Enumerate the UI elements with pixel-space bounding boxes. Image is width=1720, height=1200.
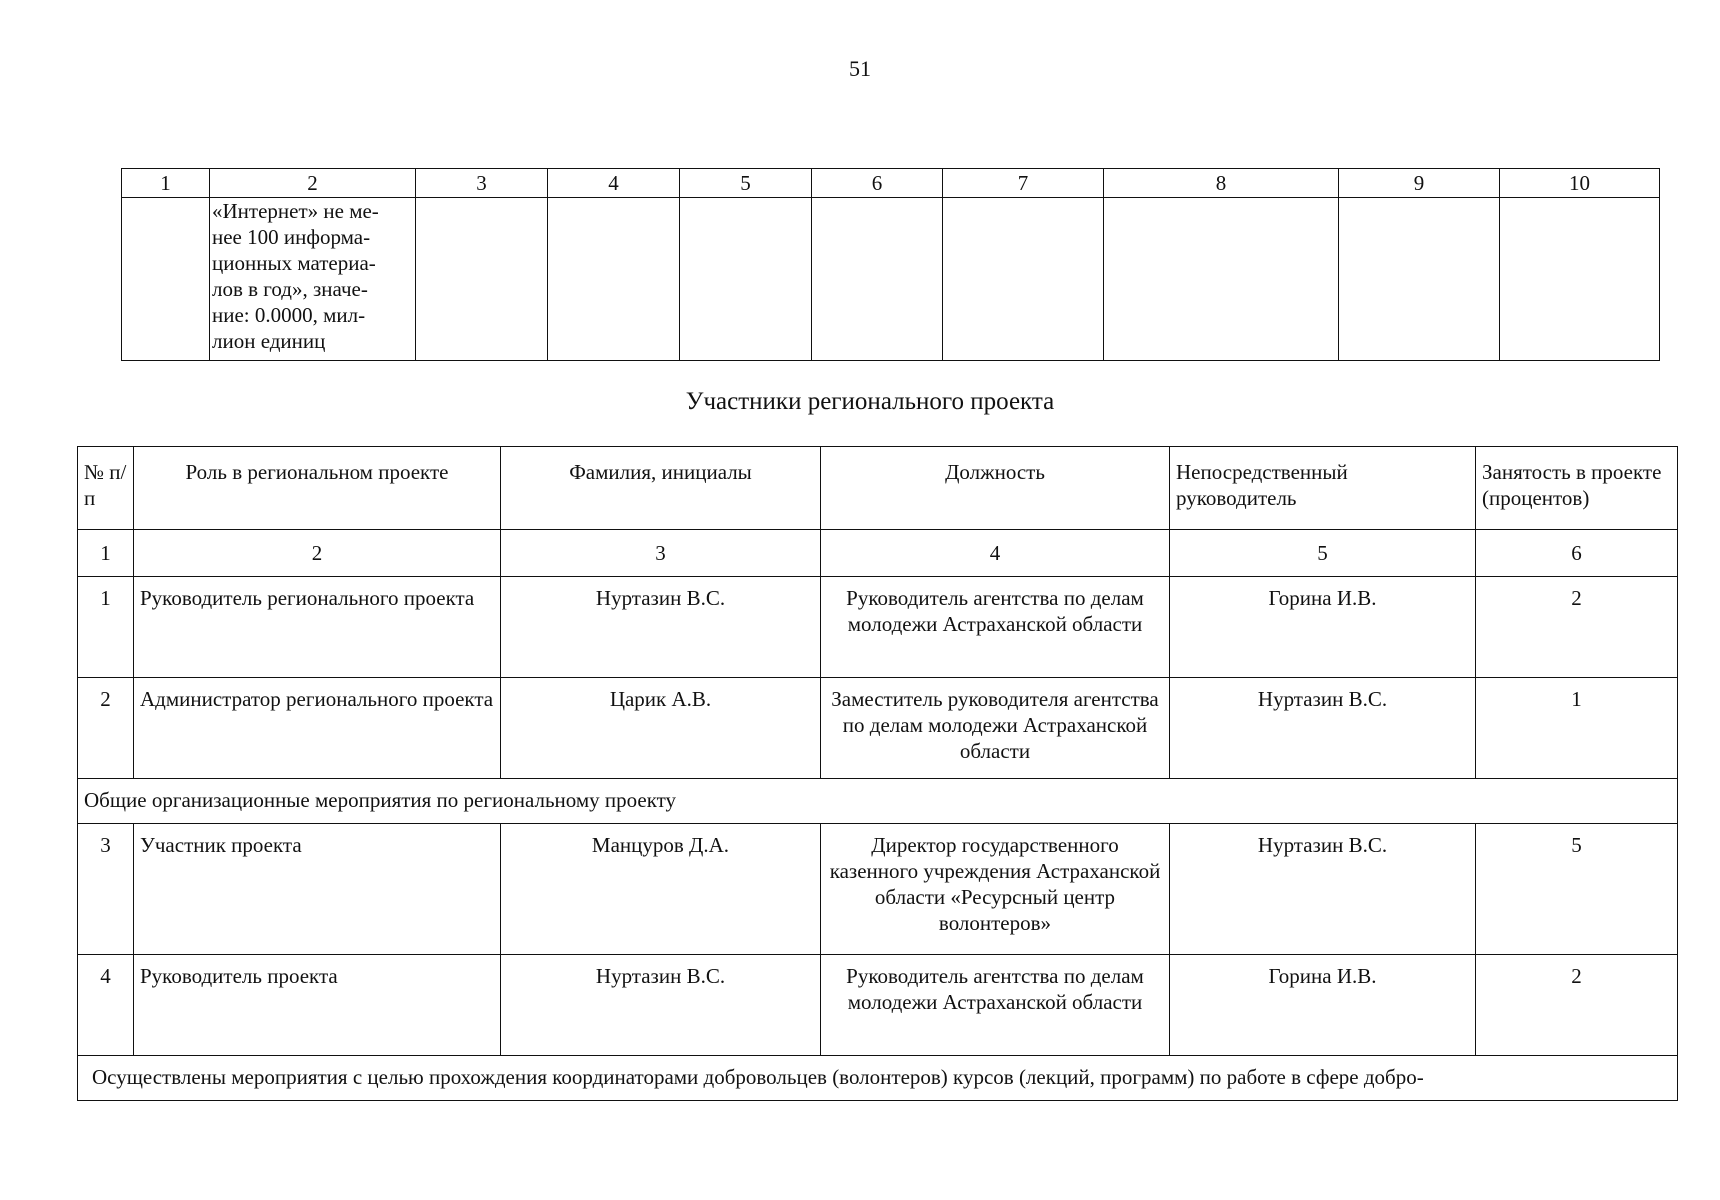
row-employment: 2 xyxy=(1476,955,1678,1056)
header-position: Должность xyxy=(821,447,1170,530)
row-role: Руководитель проекта xyxy=(134,955,501,1056)
header-role: Роль в региональном проекте xyxy=(134,447,501,530)
table1-header-cell: 6 xyxy=(812,169,943,198)
section-bottom-label: Осуществлены мероприятия с целью прохождения координаторами добровольцев (волонтеров) курсов (лекций, программ) по работе в сфере добро- xyxy=(78,1056,1678,1101)
row-position: Заместитель руководителя агентства по делам молодежи Астраханской области xyxy=(821,678,1170,779)
text-line: «Интернет» не ме- xyxy=(212,199,379,223)
table-row xyxy=(78,824,1678,955)
row-employment: 2 xyxy=(1476,577,1678,678)
table1-cell-empty xyxy=(416,198,548,361)
row-name: Царик А.В. xyxy=(501,678,821,779)
table1-header-cell: 7 xyxy=(943,169,1104,198)
row-role: Администратор регионального проекта xyxy=(134,678,501,779)
text-line: лион единиц xyxy=(212,329,326,353)
table1-cell-empty xyxy=(1339,198,1500,361)
table1-header-cell: 9 xyxy=(1339,169,1500,198)
indicators-table-continuation xyxy=(121,168,1660,361)
section-row xyxy=(78,779,1678,824)
row-supervisor: Нуртазин В.С. xyxy=(1170,678,1476,779)
table1-cell-empty xyxy=(812,198,943,361)
table1-cell-empty xyxy=(943,198,1104,361)
row-role: Руководитель регионального проекта xyxy=(134,577,501,678)
row-supervisor: Нуртазин В.С. xyxy=(1170,824,1476,955)
header-name: Фамилия, инициалы xyxy=(501,447,821,530)
table1-header-cell: 10 xyxy=(1500,169,1660,198)
table1-header-cell: 5 xyxy=(680,169,812,198)
column-number: 1 xyxy=(78,530,134,577)
row-name: Нуртазин В.С. xyxy=(501,955,821,1056)
row-employment: 1 xyxy=(1476,678,1678,779)
table1-header-cell: 1 xyxy=(122,169,210,198)
row-position: Руководитель агентства по делам молодежи Астраханской области xyxy=(821,577,1170,678)
text-line: ционных материа- xyxy=(212,251,376,275)
row-num: 1 xyxy=(78,577,134,678)
header-supervisor: Непосредственный руководитель xyxy=(1170,447,1476,530)
row-num: 4 xyxy=(78,955,134,1056)
table1-cell-empty xyxy=(122,198,210,361)
row-num: 3 xyxy=(78,824,134,955)
column-number: 3 xyxy=(501,530,821,577)
text-line: ние: 0.0000, мил- xyxy=(212,303,366,327)
table-row xyxy=(78,577,1678,678)
table1-indicator-text xyxy=(210,198,416,361)
row-role: Участник проекта xyxy=(134,824,501,955)
section-title: Участники регионального проекта xyxy=(685,388,1055,415)
column-number: 6 xyxy=(1476,530,1678,577)
text-line: лов в год», значе- xyxy=(212,277,368,301)
table1-header-row xyxy=(122,169,1660,198)
page-number: 51 xyxy=(849,56,871,81)
table-row xyxy=(78,678,1678,779)
column-number: 5 xyxy=(1170,530,1476,577)
table1-cell-empty xyxy=(1500,198,1660,361)
table1-cell-empty xyxy=(1104,198,1339,361)
row-supervisor: Горина И.В. xyxy=(1170,955,1476,1056)
section-general-label: Общие организационные мероприятия по региональному проекту xyxy=(78,779,1678,824)
table1-header-cell: 2 xyxy=(210,169,416,198)
table1-cell-empty xyxy=(548,198,680,361)
column-number-row xyxy=(78,530,1678,577)
participants-table xyxy=(77,446,1678,1101)
row-employment: 5 xyxy=(1476,824,1678,955)
text-line: нее 100 информа- xyxy=(212,225,371,249)
table-row xyxy=(78,955,1678,1056)
table1-data-row xyxy=(122,198,1660,361)
participants-header-row xyxy=(78,447,1678,530)
row-position: Руководитель агентства по делам молодежи Астраханской области xyxy=(821,955,1170,1056)
table1-header-cell: 4 xyxy=(548,169,680,198)
row-position: Директор государственного казенного учреждения Астраханской области «Ресурсный центр волонтеров» xyxy=(821,824,1170,955)
column-number: 2 xyxy=(134,530,501,577)
table1-cell-empty xyxy=(680,198,812,361)
header-num: № п/п xyxy=(78,447,134,530)
row-supervisor: Горина И.В. xyxy=(1170,577,1476,678)
column-number: 4 xyxy=(821,530,1170,577)
row-name: Манцуров Д.А. xyxy=(501,824,821,955)
section-row xyxy=(78,1056,1678,1101)
row-num: 2 xyxy=(78,678,134,779)
header-employment: Занятость в проекте (процентов) xyxy=(1476,447,1678,530)
table1-header-cell: 3 xyxy=(416,169,548,198)
table1-header-cell: 8 xyxy=(1104,169,1339,198)
row-name: Нуртазин В.С. xyxy=(501,577,821,678)
